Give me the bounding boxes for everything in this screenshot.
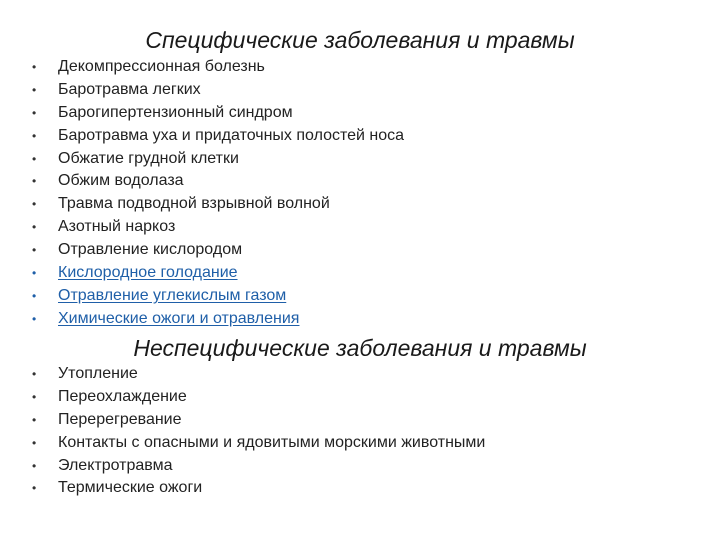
bullet-icon: • [32, 435, 37, 450]
bullet-icon: • [32, 128, 37, 143]
bullet-icon: • [32, 389, 37, 404]
list-item-label: Барогипертензионный синдром [58, 103, 293, 121]
link-oxygen-starvation[interactable]: Кислородное голодание [58, 264, 238, 282]
section-nonspecific-title-text: Неспецифические заболевания и травмы [133, 335, 587, 361]
list-item-label: Азотный наркоз [58, 218, 176, 236]
list-item-label: Баротравма уха и придаточных полостей носа [58, 126, 405, 144]
bullet-icon: • [32, 174, 37, 189]
list-item-label: Перерегревание [58, 410, 182, 428]
list-item-label: Термические ожоги [58, 479, 203, 497]
list-item-label: Переохлаждение [58, 387, 187, 405]
bullet-icon: • [32, 60, 37, 74]
list-item-label: Обжим водолаза [58, 172, 184, 190]
link-co2-poisoning[interactable]: Отравление углекислым газом [58, 286, 287, 304]
list-item-label: Электротравма [58, 456, 173, 474]
section-nonspecific-title [0, 334, 720, 362]
bullet-icon: • [32, 243, 37, 258]
section-specific-title-text: Специфические заболевания и травмы [145, 27, 575, 53]
bullet-icon: • [32, 197, 37, 212]
section-specific-title [0, 26, 720, 54]
bullet-icon: • [32, 367, 37, 381]
list-item-label: Баротравма легких [58, 80, 201, 98]
list-item-label: Контакты с опасными и ядовитыми морскими животными [58, 433, 486, 451]
bullet-icon: • [32, 266, 37, 281]
bullet-icon: • [32, 311, 37, 326]
bullet-icon: • [32, 151, 37, 166]
bullet-icon: • [32, 458, 37, 473]
bullet-icon: • [32, 220, 37, 235]
list-item-label: Травма подводной взрывной волной [58, 195, 330, 213]
list-item-label: Утопление [58, 365, 138, 382]
list-item-label: Отравление кислородом [58, 241, 243, 259]
bullet-icon: • [32, 82, 37, 97]
bullet-icon: • [32, 288, 37, 303]
bullet-icon: • [32, 481, 37, 496]
list-item-label: Декомпрессионная болезнь [58, 58, 265, 75]
bullet-icon: • [32, 412, 37, 427]
link-chemical-burns[interactable]: Химические ожоги и отравления [58, 309, 300, 327]
bullet-icon: • [32, 105, 37, 120]
list-item-label: Обжатие грудной клетки [58, 149, 239, 167]
